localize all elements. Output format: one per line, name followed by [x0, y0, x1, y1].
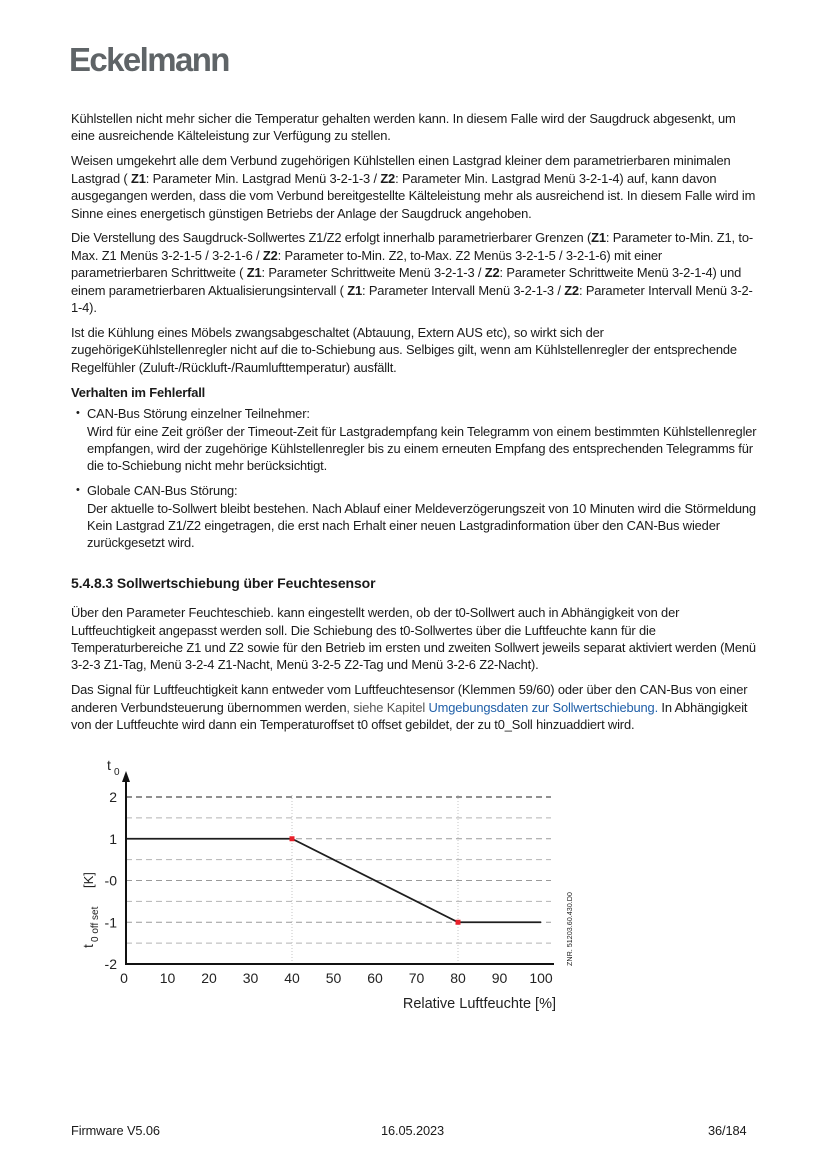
- document-body: [71, 110, 761, 741]
- x-tick-label: 60: [367, 970, 383, 986]
- chart-ticks: [105, 789, 553, 986]
- chart-markers: [290, 836, 461, 925]
- text-run: Das Signal für Luftfeuchtigkeit kann entweder vom Luftfeuchtesensor (Klemmen 59/60) oder über den CAN-Bus von einer anderen Verbundsteuerung übernommen werden: [71, 682, 748, 715]
- chart-axes: [122, 771, 554, 965]
- paragraph-6: [71, 681, 761, 733]
- x-tick-label: 0: [120, 970, 128, 986]
- x-tick-label: 80: [450, 970, 466, 986]
- footer-firmware: Firmware V5.06: [71, 1123, 160, 1138]
- text-run: Die Verstellung des Saugdruck-Sollwertes Z1/Z2 erfolgt innerhalb parametrierbarer Grenzen (: [71, 230, 592, 246]
- text-run: : Parameter Min. Lastgrad Menü 3-2-1-3 /: [145, 170, 381, 186]
- x-tick-label: 100: [529, 970, 553, 986]
- axis-top-label-sub: 0: [114, 767, 120, 778]
- text-run: : Parameter to-Min. Z1, to-Max. Z1 Menüs 3-2-1-5 / 3-2-1-6 /: [71, 230, 753, 263]
- text-run: : Parameter Min. Lastgrad Menü 3-2-1-4) auf, kann davon ausgegangen werden, dass die vom Verbund bereitgestellte Kälteleistung mehr als ausreichend ist. In diesem Falle wird im Sinne eines energetisch günstigen Betriebs der Anlage der Saugdruck angehoben.: [71, 170, 756, 221]
- zone-label: Z1: [347, 282, 362, 298]
- paragraph-3: [71, 229, 761, 316]
- chart-grid: [126, 797, 551, 943]
- fault-title: • Globale CAN-Bus Störung:: [87, 483, 238, 499]
- x-tick-label: 50: [325, 970, 342, 986]
- chart-x-guides: [292, 795, 458, 964]
- x-tick-label: 30: [242, 970, 259, 986]
- footer-page-number: 36/184: [708, 1123, 747, 1138]
- x-tick-label: 70: [408, 970, 425, 986]
- x-tick-label: 90: [491, 970, 508, 986]
- series-line: [126, 839, 541, 923]
- zone-label: Z2: [262, 247, 278, 263]
- paragraph-4: Ist die Kühlung eines Möbels zwangsabgeschaltet (Abtauung, Extern AUS etc), so wirkt sich der zugehörigeKühlstellenregler nicht auf die to-Schiebung aus. Selbiges gilt, wenn am Kühlstellenregler der entsprechende Regelfühler (Zuluft-/Rückluft-/Raumlufttemperatur) ausfällt.: [71, 324, 737, 375]
- zone-label: Z1: [130, 170, 146, 186]
- x-axis-title: Relative Luftfeuchte [%]: [402, 996, 556, 1012]
- zone-label: Z1: [591, 230, 606, 246]
- fault-list: [77, 405, 761, 552]
- fault-title: • CAN-Bus Störung einzelner Teilnehmer:: [87, 406, 310, 422]
- data-point-marker: [290, 836, 295, 841]
- fault-behaviour-heading: Verhalten im Fehlerfall: [71, 384, 206, 400]
- axis-top-label: [107, 757, 120, 778]
- y-axis-title: [80, 872, 101, 948]
- y-tick-label: -1: [104, 914, 117, 931]
- zone-label: Z1: [246, 265, 262, 281]
- zone-label: Z2: [380, 170, 396, 186]
- y-tick-label: 1: [109, 830, 117, 847]
- axis-top-label-main: t: [107, 757, 111, 773]
- paragraph-5: Über den Parameter Feuchteschieb. kann eingestellt werden, ob der t0-Sollwert auch in Abhängigkeit von der Luftfeuchtigkeit angepasst werden soll. Die Schiebung des t0-Sollwertes über die Luftfeuchte kann für die Temperaturbereiche Z1 und Z2 sowie für den Betrieb im ersten und zweiten Sollwert jeweils separat aktiviert werden (Menü 3-2-3 Z1-Tag, Menü 3-2-4 Z1-Nacht, Menü 3-2-5 Z2-Tag und Menü 3-2-6 Z2-Nacht).: [71, 605, 756, 673]
- text-run: : Parameter Schrittweite Menü 3-2-1-4) und einem parametrierbaren Aktualisierungsintervall (: [71, 265, 742, 298]
- text-run: , siehe Kapitel: [346, 699, 429, 715]
- text-run: : Parameter Intervall Menü 3-2-1-4).: [71, 282, 753, 316]
- text-run: Weisen umgekehrt alle dem Verbund zugehörigen Kühlstellen einen Lastgrad kleiner dem parametrierbaren minimalen Lastgrad (: [71, 153, 731, 186]
- chapter-link[interactable]: Umgebungsdaten zur Sollwertschiebung.: [428, 699, 658, 715]
- text-run: : Parameter Intervall Menü 3-2-1-3 /: [361, 282, 565, 298]
- fault-list-item: [77, 405, 761, 475]
- chart-series: [126, 839, 541, 923]
- x-tick-label: 10: [159, 970, 176, 986]
- y-axis-title-main: t: [80, 944, 96, 948]
- text-run: : Parameter Schrittweite Menü 3-2-1-3 /: [261, 265, 485, 281]
- y-axis-title-unit: [K]: [81, 872, 96, 888]
- y-tick-label: -2: [104, 956, 117, 972]
- y-axis-title-sub: 0 off set: [90, 906, 101, 942]
- y-tick-label: -0: [104, 872, 117, 889]
- fault-text: Der aktuelle to-Sollwert bleibt bestehen. Nach Ablauf einer Meldeverzögerungszeit von 10 Minuten wird die Störmeldung Kein Lastgrad Z1/Z2 eingetragen, die erst nach Erhalt einer neuen Lastgradinformation über den CAN-Bus wieder zurückgesetzt wird.: [87, 500, 756, 551]
- drawing-number: ZNR. 51203.60.430.D0: [565, 892, 574, 966]
- fault-text: Wird für eine Zeit größer der Timeout-Zeit für Lastgradempfang kein Telegramm von einem bestimmten Kühlstellenregler empfangen, wird der zugehörige Kühlstellenregler bis zu einem erneuten Empfang des entsprechenden Telegramms für die to-Schiebung nicht mehr berücksichtigt.: [87, 423, 757, 474]
- data-point-marker: [456, 920, 461, 925]
- y-axis-arrow-icon: [122, 771, 130, 782]
- y-tick-label: 2: [109, 789, 117, 805]
- paragraph-1: Kühlstellen nicht mehr sicher die Temperatur gehalten werden kann. In diesem Falle wird der Saugdruck abgesenkt, um eine ausreichende Kälteleistung zur Verfügung zu stellen.: [71, 111, 736, 144]
- zone-label: Z2: [484, 265, 500, 281]
- section-heading: 5.4.8.3 Sollwertschiebung über Feuchtesensor: [71, 574, 376, 591]
- text-run: In Abhängigkeit von der Luftfeuchte wird dann ein Temperaturoffset t0 offset gebildet, der zu t0_Soll hinzuaddiert wird.: [71, 699, 748, 733]
- eckelmann-logo: Eckelmann: [69, 41, 229, 78]
- x-tick-label: 40: [284, 970, 300, 986]
- zone-label: Z2: [564, 282, 579, 298]
- fault-list-item: [77, 482, 761, 552]
- footer-date: 16.05.2023: [381, 1123, 445, 1138]
- paragraph-2: [71, 152, 761, 222]
- text-run: : Parameter to-Min. Z2, to-Max. Z2 Menüs 3-2-1-5 / 3-2-1-6) mit einer parametrierbaren Schrittweite (: [71, 247, 663, 281]
- x-tick-label: 20: [201, 970, 217, 986]
